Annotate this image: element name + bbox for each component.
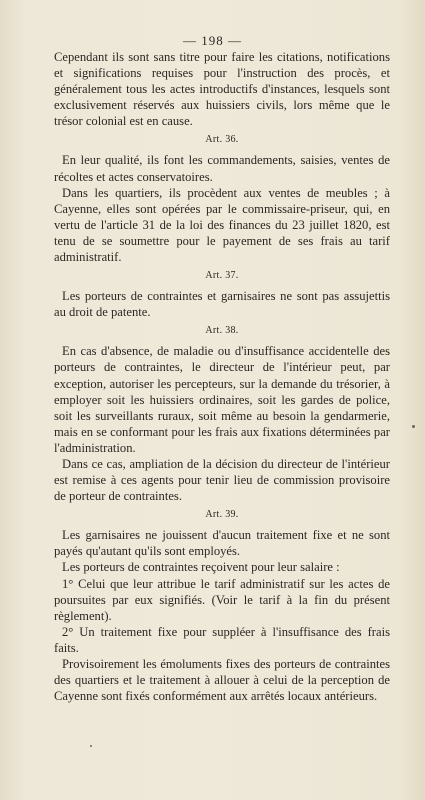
print-speck	[90, 745, 92, 747]
paragraph-qualite: En leur qualité, ils font les commandements, saisies, ventes de récoltes et actes conservatoires.	[54, 153, 390, 184]
paragraph-quartiers: Dans les quartiers, ils procèdent aux ventes de meubles ; à Cayenne, elles sont opérées par le commissaire-priseur, qui, en vertu de l'article 31 de la loi des finances du 23 juillet 1820, est tenu de se soumettre pour le payement de ses frais au tarif administratif.	[54, 185, 390, 265]
paragraph-salaire: Les porteurs de contraintes reçoivent pour leur salaire :	[62, 560, 340, 575]
paragraph-traitement: 2° Un traitement fixe pour suppléer à l'insuffisance des frais faits.	[54, 624, 390, 655]
article-heading-39: Art. 39.	[205, 509, 239, 521]
page-text	[54, 49, 390, 704]
page-number: — 198 —	[183, 33, 242, 48]
paragraph-absence: En cas d'absence, de maladie ou d'insuffisance accidentelle des porteurs de contraintes, le directeur de l'intérieur peut, par exception, autoriser les percepteurs, sur la demande du trésorier, à employer soit les huissiers ordinaires, soit les gardes de police, soit les surveillants ruraux, soit même au besoin la gendarmerie, mais en se conformant pour les frais aux fixations déterminées par l'administration.	[54, 344, 390, 455]
article-heading-37: Art. 37.	[205, 270, 239, 282]
print-speck	[412, 425, 415, 428]
paragraph-patente: Les porteurs de contraintes et garnisaires ne sont pas assujettis au droit de patente.	[54, 289, 390, 320]
article-heading-38: Art. 38.	[205, 325, 239, 337]
paragraph-ampliation: Dans ce cas, ampliation de la décision du directeur de l'intérieur est remise à ces agents pour tenir lieu de commission provisoire de porteur de contraintes.	[54, 456, 390, 504]
article-heading-36: Art. 36.	[205, 134, 239, 146]
paragraph-tarif: 1° Celui que leur attribue le tarif administratif sur les actes de poursuites par eux signifiés. (Voir le tarif à la fin du présent règlement).	[54, 576, 390, 623]
paragraph-garnisaires: Les garnisaires ne jouissent d'aucun traitement fixe et ne sont payés qu'autant qu'ils sont employés.	[54, 528, 390, 559]
paragraph-citations: Cependant ils sont sans titre pour faire les citations, notifications et significations requises pour l'instruction des procès, et généralement tous les actes introductifs d'instances, lesquels sont exclusivement réservés aux huissiers civils, lors même que le trésor colonial est en cause.	[54, 50, 390, 129]
paragraph-provisoirement: Provisoirement les émoluments fixes des porteurs de contraintes des quartiers et le traitement à allouer à celui de la perception de Cayenne sont fixés conformément aux arrêtés locaux antérieurs.	[54, 657, 390, 704]
